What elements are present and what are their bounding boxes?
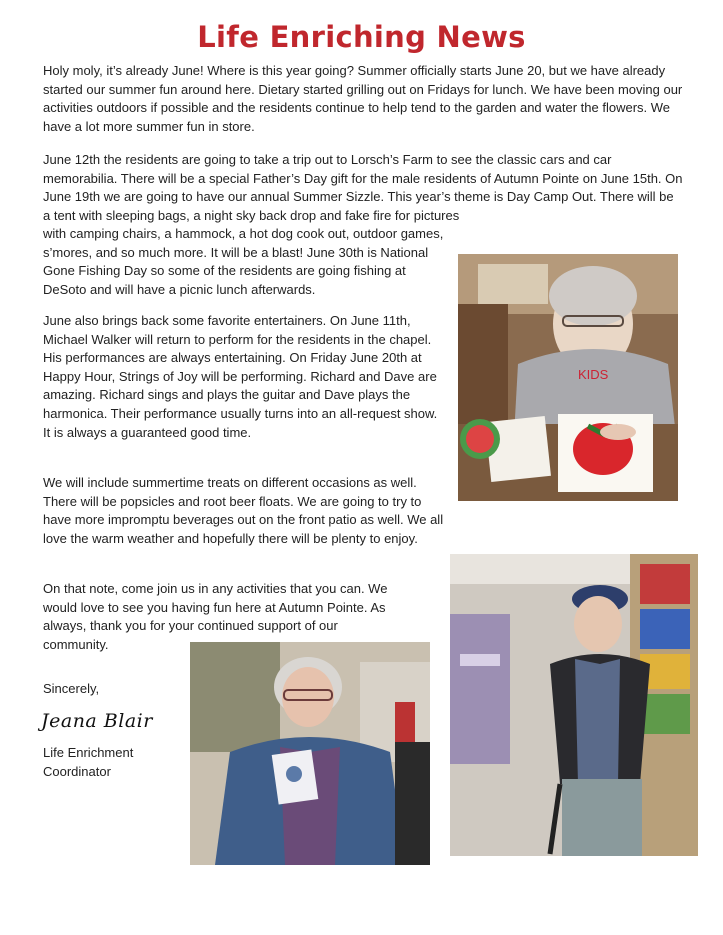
newsletter-title: Life Enriching News	[197, 20, 526, 54]
paragraph-closing: On that note, come join us in any activities that you can. We would love to see you having fun here at Autumn Pointe. As always, thank you for your continued support of our community.	[43, 581, 388, 652]
signature: Jeana Blair	[41, 710, 153, 732]
sincerely-text: Sincerely,	[43, 681, 100, 696]
svg-text:KIDS: KIDS	[578, 367, 609, 382]
signer-role: Life Enrichment Coordinator	[43, 745, 134, 779]
paragraph-treats: We will include summertime treats on different occasions as well. There will be popsicles and root beer floats. We are going to try to have more impromptu beverages out on the front patio as well. We all love the warm weather and hopefully there will be plenty to enjoy.	[43, 475, 444, 546]
paragraph-events-top: June 12th the residents are going to take a trip out to Lorsch’s Farm to see the classic cars and car memorabilia. There will be a special Father’s Day gift for the male residents of Autumn Pointe on June 15th. On June 19th we are going to have our annual Summer Sizzle. This year’s theme is Day Camp Out. There will be a tent with sleeping bags, a night sky back drop and fake fire for pictures	[43, 152, 683, 223]
paragraph-events-continued: with camping chairs, a hammock, a hot dog cook out, outdoor games, s’mores, and so much more. It will be a blast! June 30th is National Gone Fishing Day so some of the residents are going fishing at DeSoto and will have a picnic lunch afterwards.	[43, 226, 444, 297]
photo-strawberry-craft	[458, 254, 678, 501]
photo-woman-with-card	[190, 642, 430, 865]
photo-man-in-store	[450, 554, 698, 856]
paragraph-intro: Holy moly, it’s already June! Where is this year going? Summer officially starts June 20, but we have already started our summer fun around here. Dietary started grilling out on Fridays for lunch. We have been moving our activities outdoors if possible and the residents continue to help tend to the garden and water the flowers. We have a lot more summer fun in store.	[43, 63, 683, 134]
paragraph-entertainers: June also brings back some favorite entertainers. On June 11th, Michael Walker will return to perform for the residents in the chapel. His performances are always entertaining. On Friday June 20th at Happy Hour, Strings of Joy will be performing. Richard and Dave are amazing. Richard sings and plays the guitar and Dave plays the harmonica. Their performance usually turns into an all-request show. It is always a guaranteed good time.	[43, 313, 438, 440]
